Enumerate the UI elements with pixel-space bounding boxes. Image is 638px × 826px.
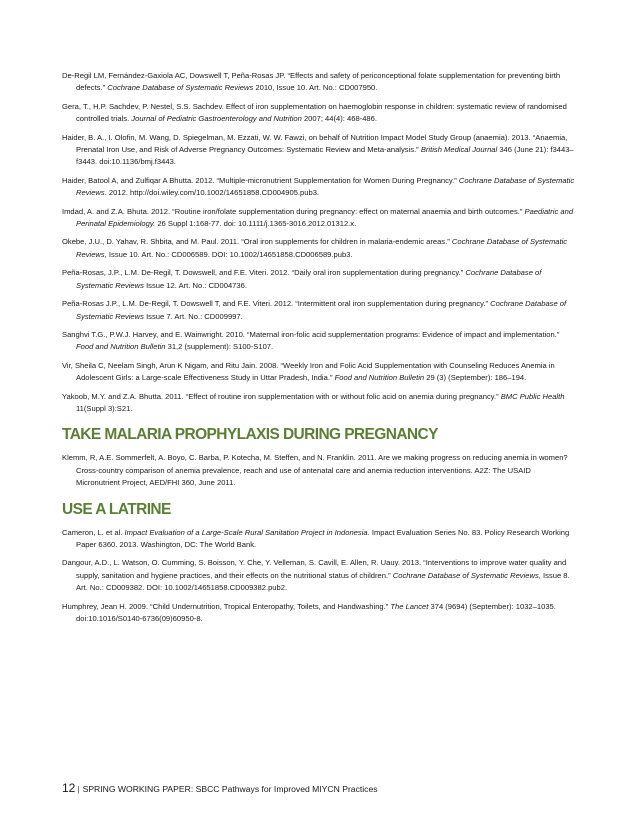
section-heading-latrine: USE A LATRINE [62, 500, 171, 518]
reference-entry [62, 298, 576, 323]
reference-details: , Issue 8. Art. No.: CD009382. DOI: 10.1002/14651858.CD009382.pub2. [76, 570, 570, 593]
reference-source-title: Impact Evaluation of a Large-Scale Rural Sanitation Project in Indonesia [124, 527, 368, 537]
reference-details: 11(Suppl 3):S21. [76, 403, 133, 413]
reference-details: 2007; 44(4): 468-486. [301, 114, 377, 124]
reference-text: Dangour, A.D., L. Watson, O. Cumming, S. Boisson, Y. Che, Y. Velleman, S. Cavill, E. Allen, R. Uauy. 2013. “Interventions to improve water quality and supply, sanitation and hygiene practices, and their effects on the nutritional status of children.” [62, 558, 567, 580]
reference-source-title: Cochrane Database of Systematic Reviews, [76, 237, 568, 259]
reference-source-title: Food and Nutrition Bulletin [334, 373, 425, 383]
reference-details: 2010, Issue 10. Art. No.: CD007950. [253, 83, 378, 93]
reference-source-title: BMC Public Health [500, 391, 565, 401]
reference-entry [62, 452, 576, 489]
reference-text: Cameron, L. et al. [62, 527, 125, 537]
page-footer [62, 781, 378, 795]
reference-details: 26 Suppl 1:168-77. doi: 10.1111/j.1365-3016.2012.01312.x. [155, 219, 357, 229]
reference-text: Haider, Batool A, and Zulfiqar A Bhutta. 2012. “Multiple-micronutrient Supplementation for Women During Pregnancy.” [62, 175, 459, 185]
reference-details: Issue 10. Art. No.: CD006589. DOI: 10.1002/14651858.CD006589.pub3. [106, 249, 353, 259]
footer-separator: | [77, 784, 80, 794]
reference-text: Klemm, R, A.E. Sommerfelt, A. Boyo, C. Barba, P. Kotecha, M. Steffen, and N. Franklin. 2011. Are we making progress on reducing anemia in women? Cross-country comparison of anemia prevalence, reach and use of antenatal care and anemia reduction interventions. A2Z: The USAID Micronutrient Project, AED/FHI 360, June 2011. [62, 453, 568, 488]
reference-details: Issue 12. Art. No.: CD004736. [143, 280, 247, 290]
reference-source-title: Cochrane Database of Systematic Reviews [76, 299, 567, 321]
reference-text: Peña-Rosas, J.P., L.M. De-Regil, T. Dowswell, and F.E. Viteri. 2012. “Daily oral iron supplementation during pregnancy.” [62, 268, 466, 278]
reference-source-title: Cochrane Database of Systematic Reviews [392, 570, 539, 580]
reference-source-title: Cochrane Database of Systematic Reviews [107, 83, 254, 93]
reference-entry [62, 267, 576, 292]
reference-entry [62, 70, 576, 95]
reference-entry [62, 329, 576, 354]
reference-list-latrine [62, 527, 576, 626]
reference-text: Vir, Sheila C, Neelam Singh, Arun K Nigam, and Ritu Jain. 2008. “Weekly Iron and Folic Acid Supplementation with Counseling Reduces Anemia in Adolescent Girls: a Large-scale Effectiveness Study in Uttar Pradesh, India.” [62, 360, 555, 383]
reference-list-iron [62, 70, 576, 415]
page-number: 12 [62, 781, 76, 795]
reference-list-malaria [62, 452, 576, 489]
reference-text: Yakoob, M.Y. and Z.A. Bhutta. 2011. “Effect of routine iron supplementation with or without folic acid on anemia during pregnancy.” [62, 391, 501, 401]
reference-details: Issue 7. Art. No.: CD009997. [143, 311, 243, 321]
reference-details: . 2012. http://doi.wiley.com/10.1002/14651858.CD004905.pub3. [104, 188, 320, 198]
reference-source-title: Food and Nutrition Bulletin [76, 342, 166, 352]
reference-source-title: Cochrane Database of Systematic Reviews [76, 268, 542, 290]
footer-title: SPRING WORKING PAPER: SBCC Pathways for Improved MIYCN Practices [82, 784, 378, 794]
reference-details: . Impact Evaluation Series No. 83. Policy Research Working Paper 6360. 2013. Washington, DC: The World Bank. [76, 527, 570, 549]
reference-text: Humphrey, Jean H. 2009. “Child Undernutrition, Tropical Enteropathy, Toilets, and Handwashing.” [62, 601, 391, 611]
reference-entry [62, 236, 576, 261]
reference-entry [62, 601, 576, 626]
reference-entry [62, 360, 576, 385]
reference-text: Gera, T., H.P. Sachdev, P. Nestel, S.S. Sachdev. Effect of iron supplementation on haemoglobin response in children: systematic review of randomised controlled trials. [62, 101, 567, 124]
reference-text: Imdad, A. and Z.A. Bhuta. 2012. “Routine iron/folate supplementation during pregnancy: effect on maternal anaemia and birth outcomes.” [62, 206, 525, 216]
references-content [62, 70, 576, 631]
reference-text: Haider, B. A., I. Olofin, M. Wang, D. Spiegelman, M. Ezzati, W. W. Fawzi, on behalf of Nutrition Impact Model Study Group (anaemia). 2013. “Anaemia, Prenatal Iron Use, and Risk of Adverse Pregnancy Outcomes: Systematic Review and Meta-analysis.” [62, 132, 568, 155]
reference-source-title: Journal of Pediatric Gastroenterology and Nutrition [131, 114, 302, 124]
reference-entry [62, 557, 576, 594]
reference-entry [62, 391, 576, 416]
reference-text: Sanghvi T.G., P.W.J. Harvey, and E. Wainwright. 2010. “Maternal iron-folic acid supplementation programs: Evidence of impact and implementation.” [62, 329, 560, 339]
reference-text: De-Regil LM, Fernández-Gaxiola AC, Dowswell T, Peña-Rosas JP. “Effects and safety of periconceptional folate supplementation for preventing birth defects.” [62, 71, 561, 93]
reference-details: 374 (9694) (September): 1032–1035. doi:10.1016/S0140-6736(09)60950-8. [76, 601, 556, 623]
reference-text: Okebe, J.U., D. Yahav, R. Shbita, and M. Paul. 2011. “Oral iron supplements for children in malaria-endemic areas.” [62, 237, 452, 247]
reference-details: 346 (June 21): f3443–f3443. doi:10.1136/bmj.f3443. [76, 145, 574, 167]
reference-entry [62, 527, 576, 552]
reference-details: 31,2 (supplement): S100-S107. [165, 342, 274, 352]
reference-entry [62, 101, 576, 126]
section-heading-malaria: TAKE MALARIA PROPHYLAXIS DURING PREGNANCY [62, 426, 438, 444]
reference-entry [62, 206, 576, 231]
reference-source-title: The Lancet [390, 601, 429, 611]
reference-source-title: Paediatric and Perinatal Epidemiology. [76, 206, 574, 229]
reference-details: 29 (3) (September): 186–194. [424, 373, 527, 383]
reference-text: Peña-Rosas J.P., L.M. De-Regil, T. Dowswell T, and F.E. Viteri. 2012. “Intermittent oral iron supplementation during pregnancy.” [62, 299, 491, 309]
reference-source-title: British Medical Journal [420, 145, 498, 155]
reference-source-title: Cochrane Database of Systematic Reviews [76, 175, 575, 198]
reference-entry [62, 175, 576, 200]
reference-entry [62, 132, 576, 169]
